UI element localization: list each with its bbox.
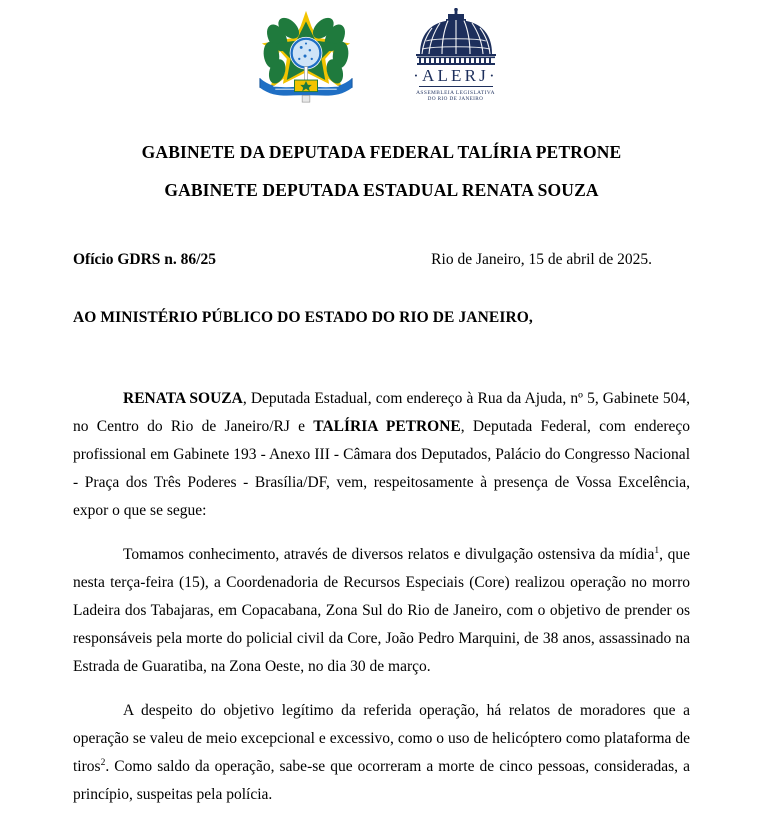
paragraph-2-segment-1: Tomamos conhecimento, através de diversos relatos e divulgação ostensiva da mídia	[123, 546, 655, 563]
reference-row	[0, 251, 763, 269]
body-paragraph-3	[73, 697, 690, 809]
alerj-dome-icon	[406, 8, 506, 66]
deputy-name-taliria-petrone: TALÍRIA PETRONE	[313, 418, 461, 435]
paragraph-2-segment-2: , que nesta terça-feira (15), a Coordenadoria de Recursos Especiais (Core) realizou operação no morro Ladeira dos Tabajaras, em Copacabana, Zona Sul do Rio de Janeiro, com o objetivo de prender os responsáveis pela morte do policial civil da Core, João Pedro Marquini, de 38 anos, assassinado na Estrada de Guaratiba, na Zona Oeste, no dia 30 de março.	[73, 546, 690, 675]
paragraph-1-segment-2: , Deputada Federal, com endereço profissional em Gabinete 193 - Anexo III - Câmara dos Deputados, Palácio do Congresso Nacional - Praça dos Três Poderes - Brasília/DF, vem, respeitosamente à presença de Vossa Excelência, expor o que se segue:	[73, 418, 691, 519]
body-paragraph-2	[73, 541, 690, 681]
page-title-federal: GABINETE DA DEPUTADA FEDERAL TALÍRIA PETRONE	[141, 142, 622, 162]
paragraph-3-segment-1: A despeito do objetivo legítimo da referida operação, há relatos de moradores que a operação se valeu de meio excepcional e excessivo, como o uso de helicóptero como plataforma de tiros	[73, 702, 690, 775]
body-paragraph-1	[73, 385, 690, 525]
paragraph-1-segment-1: , Deputada Estadual, com endereço à Rua da Ajuda, nº 5, Gabinete 504, no Centro do Rio de Janeiro/RJ e	[73, 390, 690, 435]
alerj-logo	[406, 8, 506, 106]
alerj-wordmark: ·ALERJ·	[413, 66, 498, 85]
letterhead	[0, 0, 763, 108]
document-body	[0, 385, 763, 809]
alerj-subtitle-line2: DO RIO DE JANEIRO	[427, 96, 484, 103]
brazil-coat-of-arms-icon	[258, 8, 354, 106]
document-reference-number: Ofício GDRS n. 86/25	[73, 251, 216, 268]
document-title-block	[0, 144, 763, 199]
document-date: Rio de Janeiro, 15 de abril de 2025.	[431, 251, 652, 268]
alerj-subtitle-line1: ASSEMBLEIA LEGISLATIVA	[416, 90, 495, 96]
footnote-marker-2[interactable]: 2	[100, 757, 106, 768]
paragraph-3-segment-2: . Como saldo da operação, sabe-se que ocorreram a morte de cinco pessoas, consideradas, a princípio, suspeitas pela polícia.	[73, 758, 690, 803]
footnote-marker-1[interactable]: 1	[654, 545, 660, 556]
page-title-estadual: GABINETE DEPUTADA ESTADUAL RENATA SOUZA	[164, 179, 599, 200]
deputy-name-renata-souza: RENATA SOUZA	[123, 390, 243, 407]
alerj-divider	[419, 86, 493, 87]
addressee-line: AO MINISTÉRIO PÚBLICO DO ESTADO DO RIO DE JANEIRO,	[73, 309, 533, 326]
